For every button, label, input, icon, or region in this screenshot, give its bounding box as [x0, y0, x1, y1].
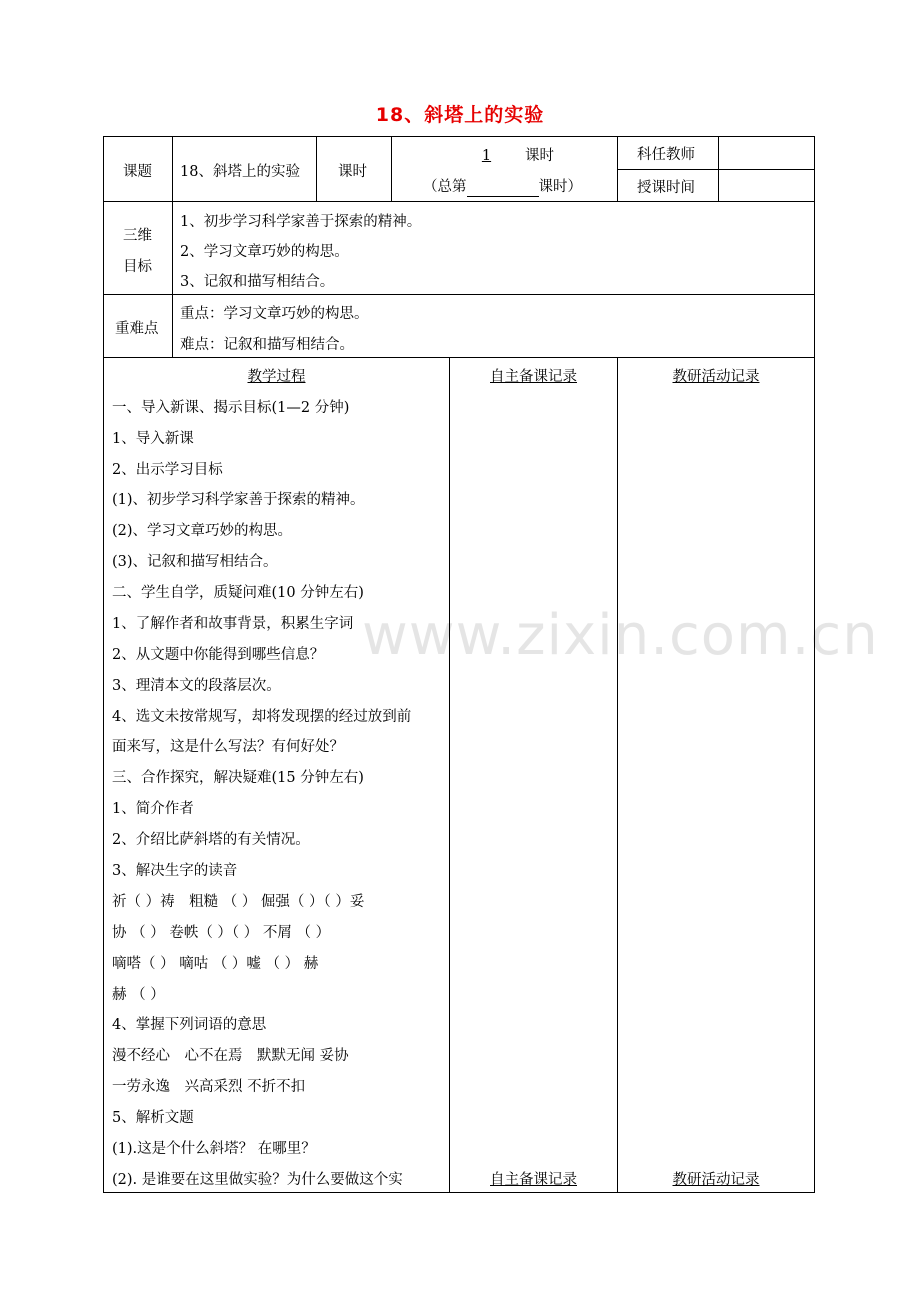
- process-line: 5、解析文题: [112, 1110, 194, 1126]
- process-line: (2). 是谁要在这里做实验？为什么要做这个实: [112, 1172, 403, 1188]
- divider: [617, 169, 815, 170]
- process-line: (1)、初步学习科学家善于探索的精神。: [112, 492, 365, 508]
- process-line: 嘀嗒（ ） 嘀咕 （ ）嘘 （ ） 赫: [112, 956, 319, 972]
- process-line: 1、导入新课: [112, 431, 194, 447]
- divider: [316, 136, 317, 202]
- teacher-label: 科任教师: [637, 147, 695, 163]
- period-count-line: [448, 146, 554, 166]
- total-suffix: 课时）: [538, 179, 582, 195]
- divider: [449, 357, 450, 1193]
- divider: [391, 136, 392, 202]
- process-line: 1、了解作者和故事背景，积累生字词: [112, 616, 354, 632]
- process-line: 一、导入新课、揭示目标(1—2 分钟): [112, 400, 350, 416]
- divider: [103, 294, 815, 295]
- process-line: 祈（ ）祷 粗糙 （ ） 倔强（ ）（ ）妥: [112, 894, 365, 910]
- process-line: (1).这是个什么斜塔？ 在哪里？: [112, 1141, 316, 1157]
- topic-value: 18、斜塔上的实验: [180, 164, 300, 180]
- divider: [103, 357, 815, 358]
- period-unit: 课时: [525, 148, 554, 164]
- goals-label: 目标: [123, 259, 152, 275]
- research-column-header-bottom: 教研活动记录: [672, 1172, 760, 1188]
- process-line: (3)、记叙和描写相结合。: [112, 554, 278, 570]
- process-line: (2)、学习文章巧妙的构思。: [112, 523, 293, 539]
- process-line: 1、简介作者: [112, 801, 194, 817]
- process-column-header: 教学过程: [247, 369, 306, 385]
- process-line: 3、解决生字的读音: [112, 863, 238, 879]
- process-line: 赫 （ ）: [112, 987, 165, 1003]
- research-column-header: 教研活动记录: [672, 369, 760, 385]
- process-line: 二、学生自学，质疑问难(10 分钟左右): [112, 585, 364, 601]
- key-point-item: 重点：学习文章巧妙的构思。: [180, 306, 369, 322]
- total-prefix: （总第: [423, 179, 467, 195]
- process-line: 4、掌握下列词语的意思: [112, 1017, 267, 1033]
- topic-label: 课题: [123, 164, 152, 180]
- process-line: 一劳永逸 兴高采烈 不折不扣: [112, 1079, 306, 1095]
- process-line: 3、理清本文的段落层次。: [112, 678, 281, 694]
- process-line: 协 （ ） 卷帙（ ）（ ） 不屑 （ ）: [112, 925, 331, 941]
- watermark: www.zixin.com.cn: [362, 603, 879, 668]
- divider: [617, 357, 618, 1193]
- table-border-bottom: [103, 1192, 815, 1193]
- period-count: 1: [481, 148, 492, 164]
- self-prep-column-header-bottom: 自主备课记录: [490, 1172, 577, 1188]
- process-line: 面来写，这是什么写法？有何好处？: [112, 739, 344, 755]
- table-border-top: [103, 136, 815, 137]
- total-period-blank[interactable]: [467, 181, 539, 197]
- key-points-label: 重难点: [115, 321, 159, 337]
- divider: [172, 136, 173, 358]
- goal-item: 1、初步学习科学家善于探索的精神。: [180, 214, 422, 230]
- process-line: 漫不经心 心不在焉 默默无闻 妥协: [112, 1048, 349, 1064]
- key-point-item: 难点：记叙和描写相结合。: [180, 337, 354, 353]
- process-line: 2、介绍比萨斜塔的有关情况。: [112, 832, 310, 848]
- process-line: 4、选文未按常规写，却将发现摆的经过放到前: [112, 709, 412, 725]
- goal-item: 3、记叙和描写相结合。: [180, 274, 335, 290]
- total-period-line: [423, 177, 582, 197]
- process-line: 三、合作探究，解决疑难(15 分钟左右): [112, 770, 364, 786]
- divider: [103, 201, 815, 202]
- date-label: 授课时间: [637, 180, 695, 196]
- period-label: 课时: [338, 164, 367, 180]
- goals-label: 三维: [123, 228, 152, 244]
- process-line: 2、出示学习目标: [112, 462, 223, 478]
- self-prep-column-header: 自主备课记录: [490, 369, 577, 385]
- goal-item: 2、学习文章巧妙的构思。: [180, 244, 349, 260]
- process-line: 2、从文题中你能得到哪些信息？: [112, 647, 325, 663]
- document-title: 18、斜塔上的实验: [375, 104, 545, 126]
